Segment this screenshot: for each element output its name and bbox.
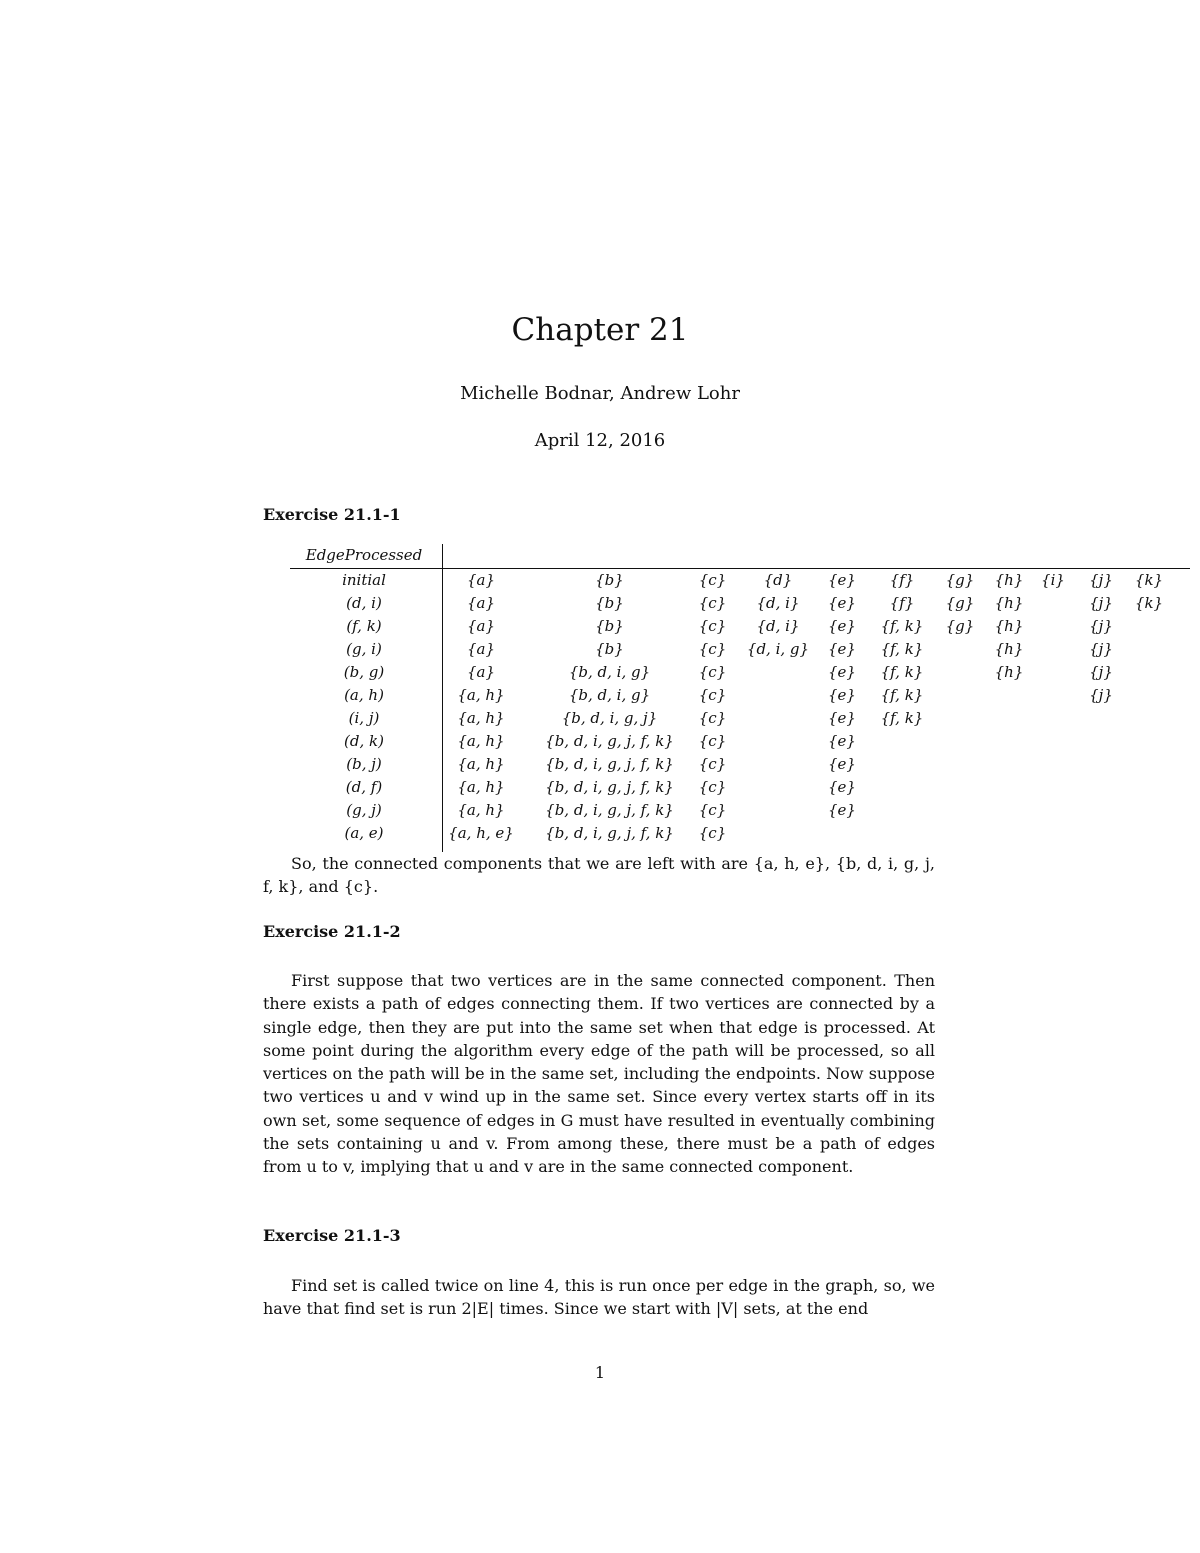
table-cell-set: {g} [945, 594, 975, 612]
table-cell-edge: (a, e) [344, 824, 384, 842]
table-cell-set: {e} [828, 801, 856, 819]
table-cell-edge: (a, h) [344, 686, 384, 704]
table-cell-set: {a, h} [457, 709, 505, 727]
table-row [290, 776, 1190, 799]
table-cell-set: {e} [828, 663, 856, 681]
table-cell-set: {a, h} [457, 778, 505, 796]
table-row [290, 822, 1190, 845]
table-cell-set: {c} [698, 824, 727, 842]
table-cell-set: {b} [595, 617, 624, 635]
table-cell-set: {h} [994, 617, 1024, 635]
table-cell-set: {c} [698, 640, 727, 658]
table-cell-set: {g} [945, 571, 975, 589]
table-cell-set: {e} [828, 640, 856, 658]
table-cell-set: {a} [466, 594, 496, 612]
table-cell-set: {c} [698, 755, 727, 773]
table-cell-set: {e} [828, 778, 856, 796]
table-cell-set: {a} [466, 617, 496, 635]
paragraph-text: So, the connected components that we are left with are {a, h, e}, {b, d, i, g, j, f, k}, and {c}. [263, 854, 935, 897]
table-cell-edge: (d, k) [344, 732, 384, 750]
table-cell-set: {h} [994, 571, 1024, 589]
table-cell-set: {j} [1089, 686, 1113, 704]
table-cell-edge: (f, k) [346, 617, 382, 635]
table-cell-set: {j} [1089, 663, 1113, 681]
table-cell-set: {b, d, i, g, j} [561, 709, 658, 727]
table-cell-set: {g} [945, 617, 975, 635]
exercise-heading: Exercise 21.1-3 [263, 1226, 401, 1245]
table-cell-set: {e} [828, 755, 856, 773]
table-cell-set: {c} [698, 686, 727, 704]
table-cell-set: {e} [828, 617, 856, 635]
chapter-title: Chapter 21 [511, 312, 689, 348]
table-cell-set: {a, h} [457, 801, 505, 819]
paragraph-text: Find set is called twice on line 4, this is run once per edge in the graph, so, we have that find set is run 2|E| times. Since we start with |V| sets, at the end [263, 1276, 935, 1319]
table-cell-set: {a, h, e} [448, 824, 514, 842]
table-cell-set: {h} [994, 594, 1024, 612]
table-cell-set: {e} [828, 686, 856, 704]
table-cell-set: {c} [698, 571, 727, 589]
table-cell-set: {b, d, i, g, j, f, k} [545, 778, 674, 796]
table-cell-set: {c} [698, 617, 727, 635]
table-row [290, 661, 1190, 684]
table-row [290, 730, 1190, 753]
paragraph-text: First suppose that two vertices are in the same connected component. Then there exists a path of edges connecting them. If two vertices are connected by a single edge, then they are put into the same set when that edge is processed. At some point during the algorithm every edge of the path will be processed, so all vertices on the path will be in the same set, including the endpoints. Now suppose two vertices u and v wind up in the same set. Since every vertex starts off in its own set, some sequence of edges in G must have resulted in eventually combining the sets containing u and v. From among these, there must be a path of edges from u to v, implying that u and v are in the same connected component. [263, 971, 935, 1177]
table-cell-set: {b} [595, 640, 624, 658]
table-cell-edge: (d, f) [345, 778, 383, 796]
table-row [290, 615, 1190, 638]
table-cell-set: {f, k} [880, 617, 924, 635]
table-cell-set: {c} [698, 709, 727, 727]
table-cell-set: {j} [1089, 617, 1113, 635]
authors: Michelle Bodnar, Andrew Lohr [460, 383, 740, 404]
table-cell-set: {d, i, g} [746, 640, 810, 658]
paragraph-21-1-1-conclusion [263, 852, 935, 899]
table-cell-set: {c} [698, 778, 727, 796]
table-cell-set: {e} [828, 732, 856, 750]
table-cell-set: {a, h} [457, 732, 505, 750]
table-cell-set: {e} [828, 709, 856, 727]
table-cell-set: {c} [698, 594, 727, 612]
table-cell-edge: initial [342, 571, 386, 589]
table-cell-set: {j} [1089, 594, 1113, 612]
table-cell-set: {e} [828, 571, 856, 589]
table-cell-set: {f} [889, 594, 915, 612]
table-cell-set: {b} [595, 571, 624, 589]
table-header-edge-processed: EdgeProcessed [305, 546, 423, 564]
table-cell-set: {a, h} [457, 686, 505, 704]
table-cell-set: {f, k} [880, 686, 924, 704]
table-cell-set: {a, h} [457, 755, 505, 773]
table-cell-set: {c} [698, 732, 727, 750]
table-cell-set: {a} [466, 663, 496, 681]
table-cell-edge: (d, i) [346, 594, 382, 612]
table-cell-set: {d, i} [756, 617, 800, 635]
table-cell-set: {a} [466, 571, 496, 589]
table-cell-edge: (b, j) [346, 755, 382, 773]
table-cell-set: {b, d, i, g, j, f, k} [545, 824, 674, 842]
table-cell-edge: (g, j) [346, 801, 382, 819]
table-cell-set: {e} [828, 594, 856, 612]
table-cell-set: {d} [763, 571, 793, 589]
table-cell-edge: (b, g) [343, 663, 385, 681]
document-date: April 12, 2016 [534, 430, 666, 451]
table-cell-set: {a} [466, 640, 496, 658]
table-cell-set: {j} [1089, 571, 1113, 589]
table-cell-set: {b, d, i, g} [568, 663, 651, 681]
table-cell-set: {i} [1041, 571, 1065, 589]
table-cell-set: {c} [698, 801, 727, 819]
table-cell-set: {d, i} [756, 594, 800, 612]
table-cell-set: {h} [994, 663, 1024, 681]
paragraph-21-1-3 [263, 1274, 935, 1321]
table-cell-set: {b, d, i, g, j, f, k} [545, 801, 674, 819]
exercise-heading: Exercise 21.1-2 [263, 922, 401, 941]
table-cell-set: {k} [1134, 571, 1164, 589]
table-cell-set: {b, d, i, g, j, f, k} [545, 755, 674, 773]
table-cell-set: {f, k} [880, 663, 924, 681]
table-row [290, 753, 1190, 776]
table-cell-set: {f} [889, 571, 915, 589]
table-cell-set: {k} [1134, 594, 1164, 612]
table-row [290, 707, 1190, 730]
table-row [290, 569, 1190, 592]
paragraph-21-1-2 [263, 969, 935, 1179]
page-number: 1 [594, 1363, 606, 1382]
union-find-table [290, 544, 1190, 845]
table-cell-edge: (g, i) [346, 640, 382, 658]
table-cell-set: {c} [698, 663, 727, 681]
table-cell-set: {h} [994, 640, 1024, 658]
table-cell-set: {b, d, i, g, j, f, k} [545, 732, 674, 750]
table-cell-set: {f, k} [880, 709, 924, 727]
table-cell-set: {f, k} [880, 640, 924, 658]
table-row [290, 684, 1190, 707]
table-cell-set: {b, d, i, g} [568, 686, 651, 704]
table-cell-set: {b} [595, 594, 624, 612]
exercise-heading: Exercise 21.1-1 [263, 505, 401, 524]
table-cell-set: {j} [1089, 640, 1113, 658]
table-row [290, 592, 1190, 615]
table-header-row [290, 544, 1190, 569]
table-cell-edge: (i, j) [348, 709, 380, 727]
table-row [290, 799, 1190, 822]
table-row [290, 638, 1190, 661]
